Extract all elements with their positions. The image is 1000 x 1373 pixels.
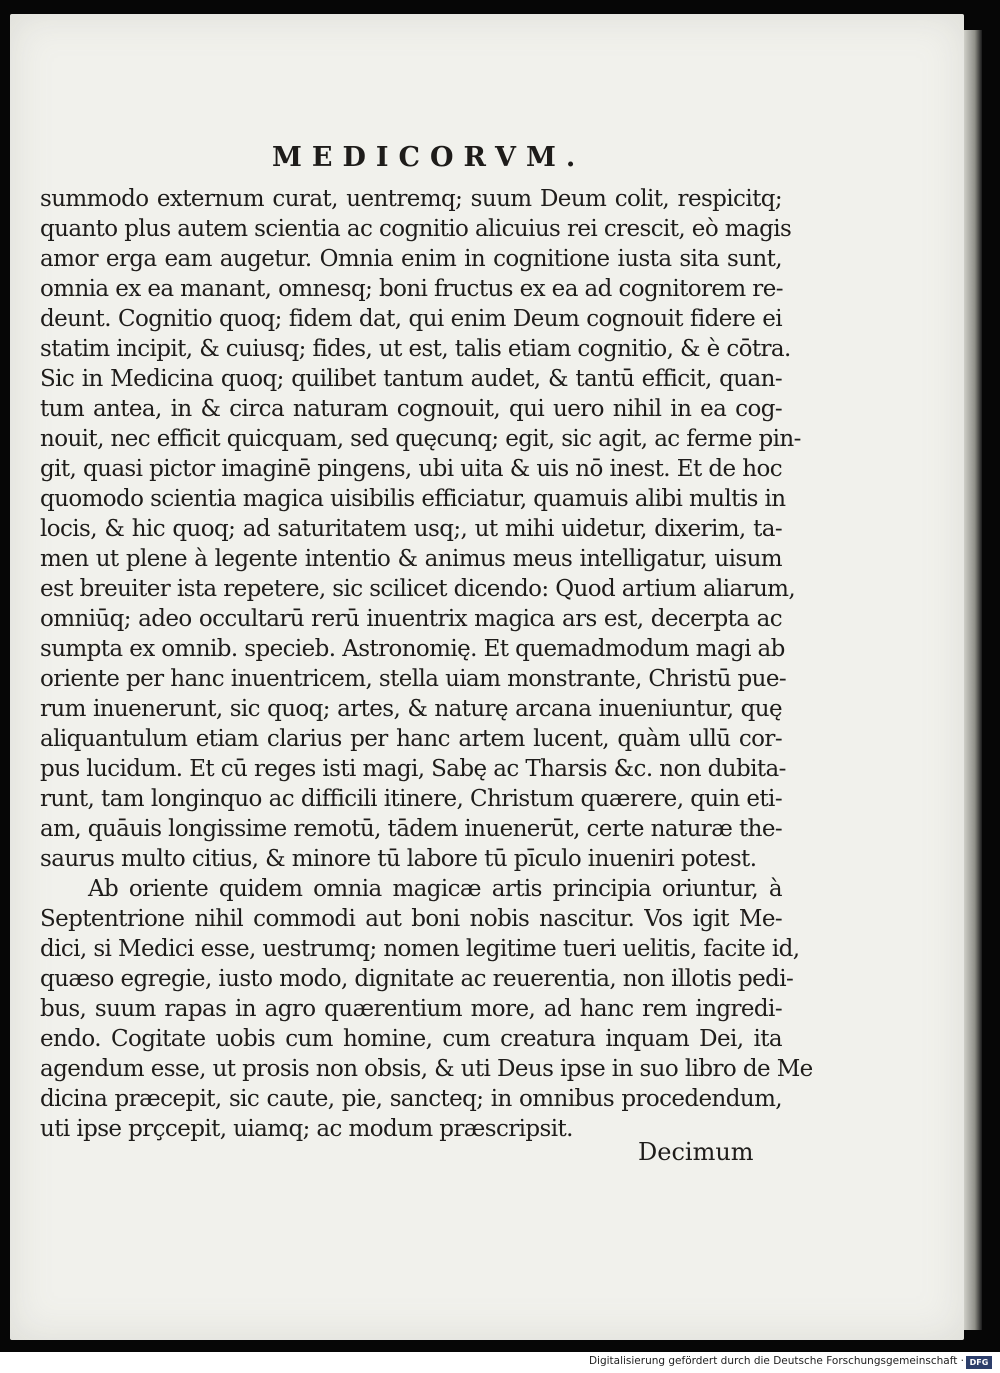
page-text	[10, 14, 964, 1340]
text-line-11: quomodo scientia magica uisibilis efficiatur, quamuis alibi multis in	[40, 486, 786, 512]
funding-credit: Digitalisierung gefördert durch die Deutsche Forschungsgemeinschaft ·	[588, 1355, 964, 1367]
text-line-32: uti ipse prçcepit, uiamq; ac modum præscripsit.	[40, 1116, 573, 1142]
text-line-3: amor erga eam augetur. Omnia enim in cognitione iusta sita sunt,	[40, 246, 782, 272]
text-line-8: tum antea, in & circa naturam cognouit, qui uero nihil in ea cog-	[40, 396, 782, 422]
dfg-logo-icon: DFG	[966, 1356, 992, 1369]
text-line-23: saurus multo citius, & minore tū labore tū pīculo inueniri potest.	[40, 846, 757, 872]
text-line-24: Ab oriente quidem omnia magicæ artis principia oriuntur, à	[88, 876, 782, 902]
text-line-9: nouit, nec efficit quicquam, sed quęcunq; egit, sic agit, ac ferme pin-	[40, 426, 801, 452]
text-line-17: oriente per hanc inuentricem, stella uiam monstrante, Christū pue-	[40, 666, 787, 692]
text-line-27: quæso egregie, iusto modo, dignitate ac reuerentia, non illotis pedi-	[40, 966, 794, 992]
text-line-1: summodo externum curat, uentremq; suum Deum colit, respicitq;	[40, 186, 782, 212]
text-line-28: bus, suum rapas in agro quærentium more, ad hanc rem ingredi-	[40, 996, 782, 1022]
text-line-29: endo. Cogitate uobis cum homine, cum creatura inquam Dei, ita	[40, 1026, 782, 1052]
page-edge	[964, 30, 982, 1330]
text-line-26: dici, si Medici esse, uestrumq; nomen legitime tueri uelitis, facite id,	[40, 936, 800, 962]
text-line-5: deunt. Cognitio quoq; fidem dat, qui enim Deum cognouit fidere ei	[40, 306, 782, 332]
text-line-7: Sic in Medicina quoq; quilibet tantum audet, & tantū efficit, quan-	[40, 366, 782, 392]
text-line-12: locis, & hic quoq; ad saturitatem usq;, ut mihi uidetur, dixerim, ta-	[40, 516, 782, 542]
text-line-6: statim incipit, & cuiusq; fides, ut est, talis etiam cognitio, & è cōtra.	[40, 336, 791, 362]
text-line-10: git, quasi pictor imaginē pingens, ubi uita & uis nō inest. Et de hoc	[40, 456, 782, 482]
text-line-19: aliquantulum etiam clarius per hanc artem lucent, quàm ullū cor-	[40, 726, 782, 752]
book-page	[10, 14, 964, 1340]
catchword: Decimum	[638, 1138, 754, 1166]
text-line-25: Septentrione nihil commodi aut boni nobis nascitur. Vos igit Me-	[40, 906, 782, 932]
running-head: MEDICORVM.	[272, 142, 586, 173]
text-line-4: omnia ex ea manant, omnesq; boni fructus ex ea ad cognitorem re-	[40, 276, 783, 302]
text-line-31: dicina præcepit, sic caute, pie, sancteq; in omnibus procedendum,	[40, 1086, 782, 1112]
text-line-14: est breuiter ista repetere, sic scilicet dicendo: Quod artium aliarum,	[40, 576, 796, 602]
text-line-22: am, quāuis longissime remotū, tādem inuenerūt, certe naturæ the-	[40, 816, 782, 842]
text-line-15: omniūq; adeo occultarū rerū inuentrix magica ars est, decerpta ac	[40, 606, 782, 632]
text-line-18: rum inuenerunt, sic quoq; artes, & naturę arcana inueniuntur, quę	[40, 696, 782, 722]
text-line-30: agendum esse, ut prosis non obsis, & uti Deus ipse in suo libro de Me	[40, 1056, 813, 1082]
text-line-16: sumpta ex omnib. specieb. Astronomię. Et quemadmodum magi ab	[40, 636, 785, 662]
text-line-21: runt, tam longinquo ac difficili itinere, Christum quærere, quin eti-	[40, 786, 782, 812]
footer-bar	[0, 1352, 1000, 1373]
text-line-13: men ut plene à legente intentio & animus meus intelligatur, uisum	[40, 546, 782, 572]
text-line-20: pus lucidum. Et cū reges isti magi, Sabę ac Tharsis &c. non dubita-	[40, 756, 786, 782]
text-line-2: quanto plus autem scientia ac cognitio alicuius rei crescit, eò magis	[40, 216, 792, 242]
